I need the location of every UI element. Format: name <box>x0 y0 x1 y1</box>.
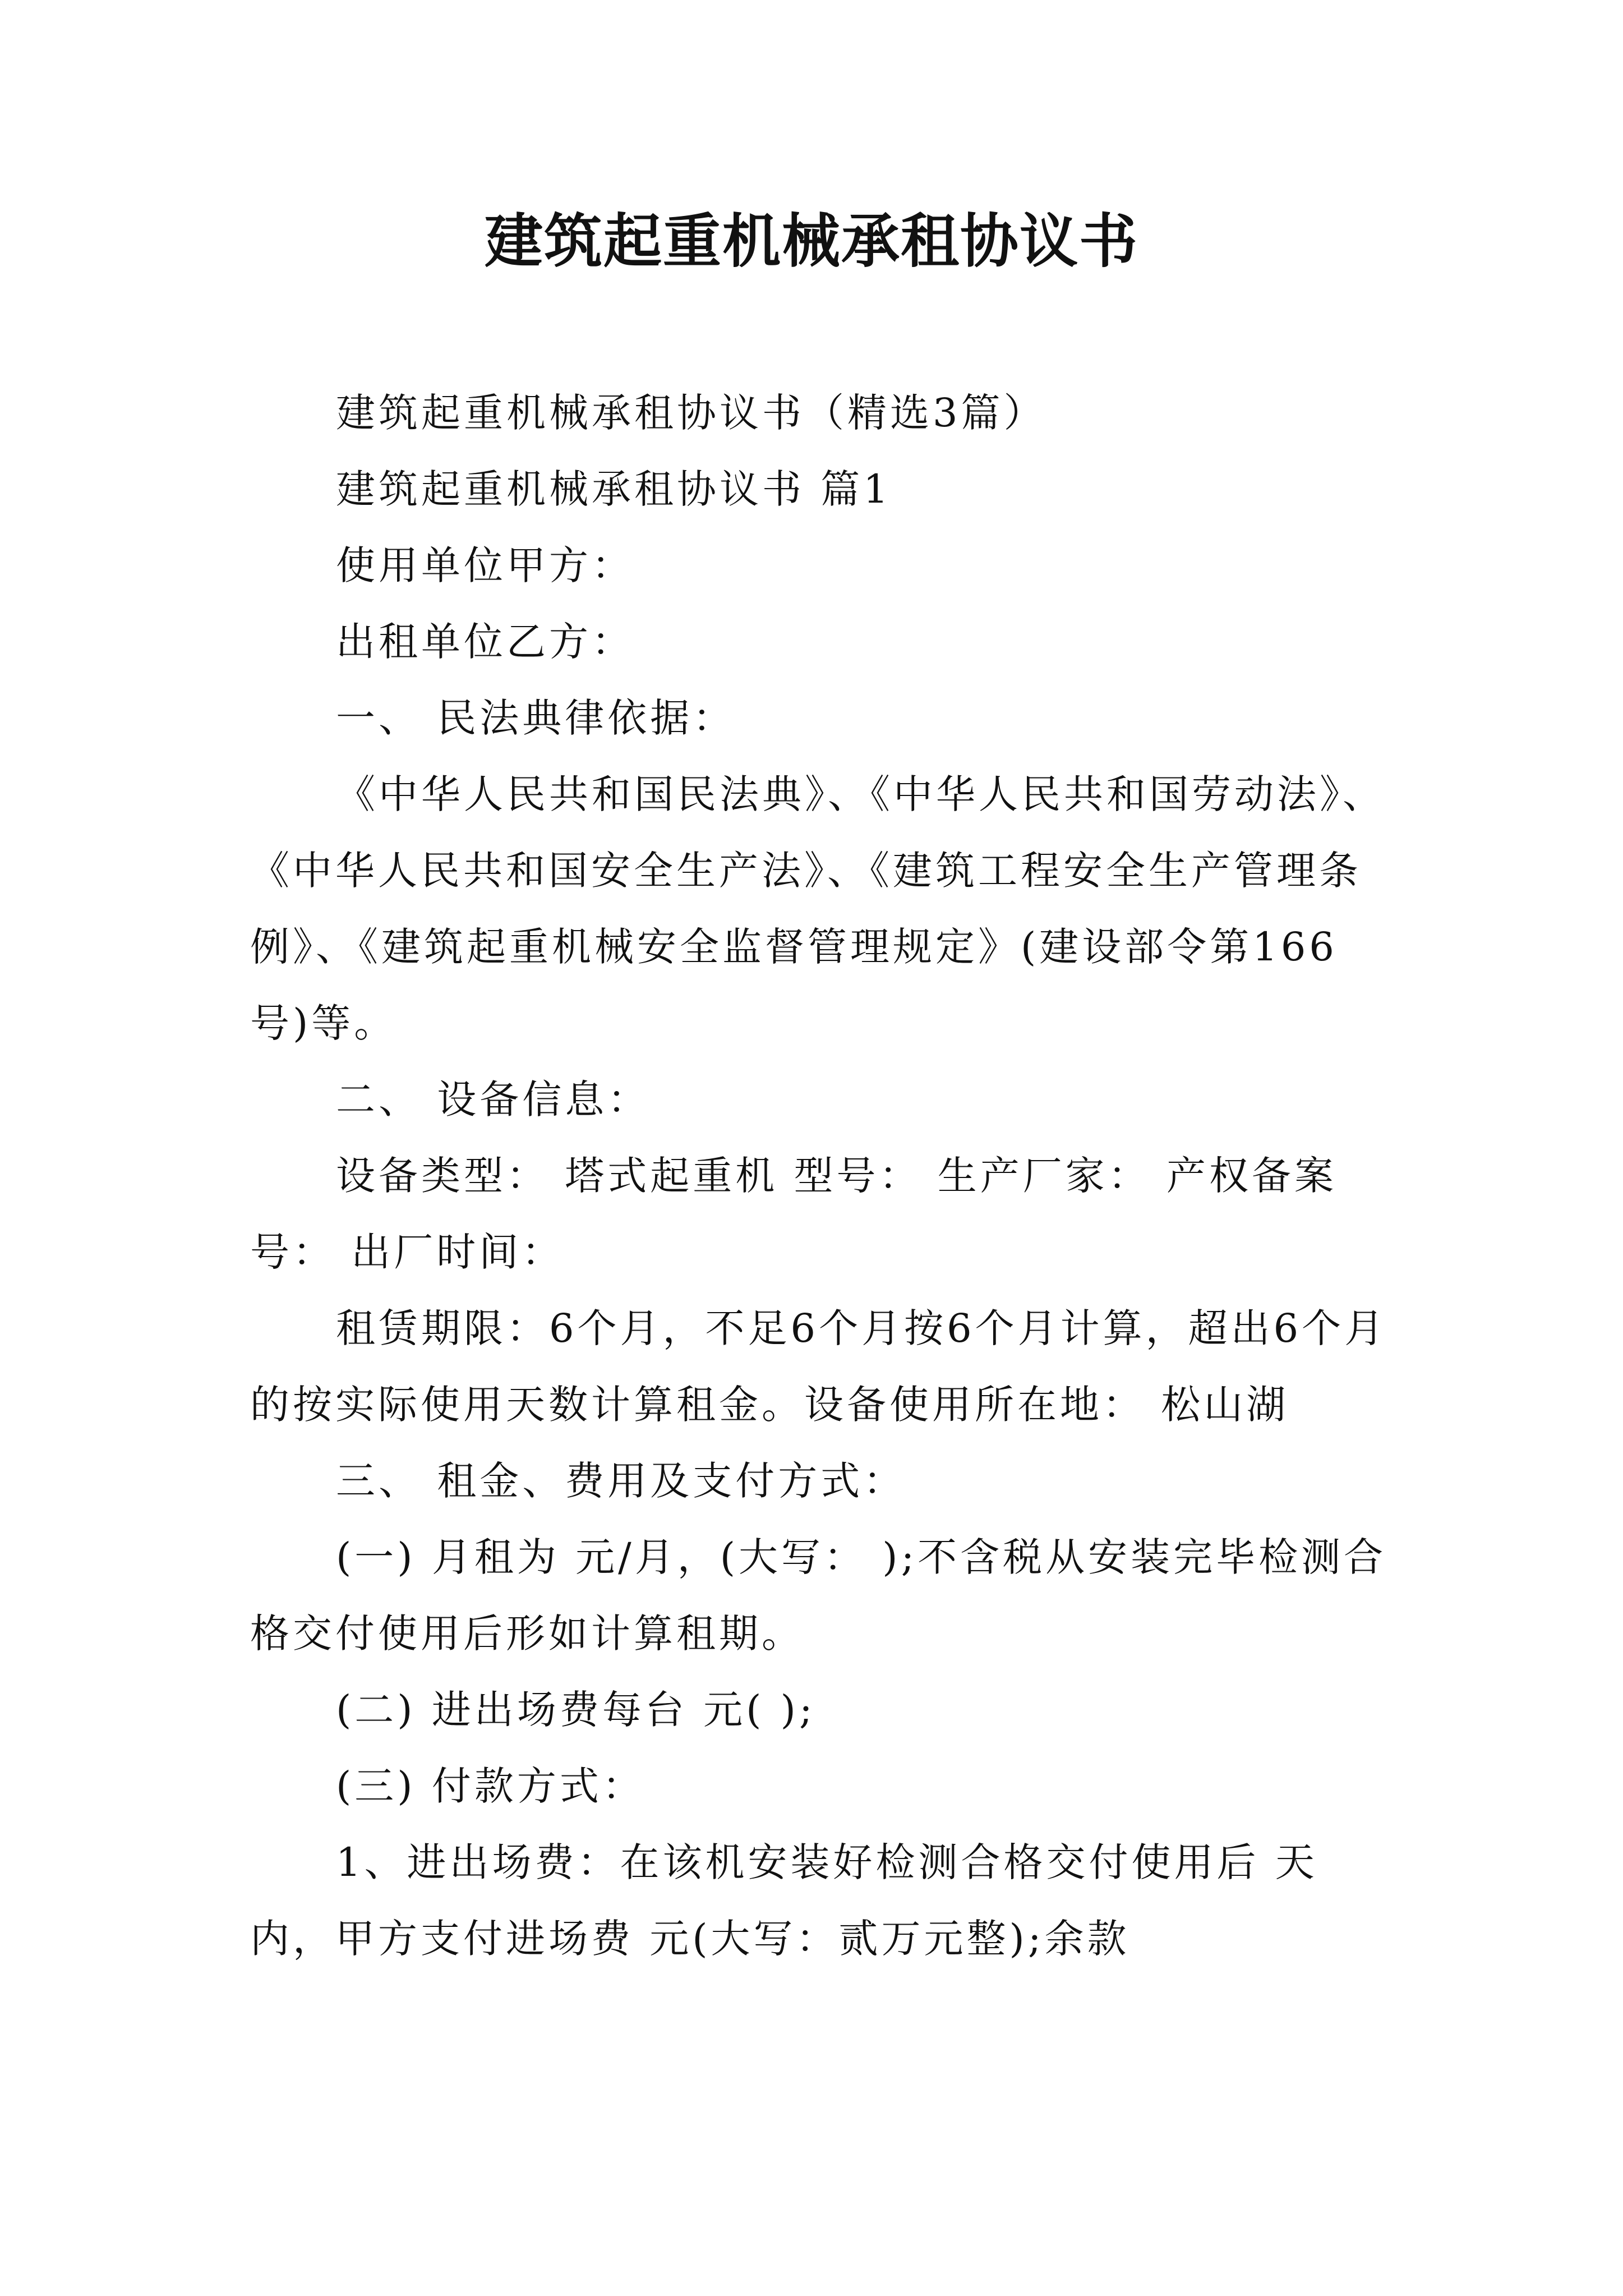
monthly-rent-paragraph: (一) 月租为 元/月，(大写： );不含税从安装完毕检测合格交付使用后形如计算租期。 <box>250 1534 1387 1657</box>
clause-heading-rent: 三、 租金、费用及支付方式： <box>336 1458 906 1504</box>
document-title: 建筑起重机械承租协议书 <box>484 206 1138 275</box>
clause-heading-equipment: 二、 设备信息： <box>336 1076 651 1122</box>
legal-basis-paragraph: 《中华人民共和国民法典》、《中华人民共和国劳动法》、《中华人民共和国安全生产法》、《建筑工程安全生产管理条例》、《建筑起重机械安全监督管理规定》(建设部令第166号)等。 <box>250 771 1385 1046</box>
entry-exit-fee-paragraph: (二) 进出场费每台 元( ); <box>336 1687 816 1733</box>
document-body <box>250 375 1391 1977</box>
section-heading-part-1: 建筑起重机械承租协议书 篇1 <box>336 466 892 512</box>
equipment-info-paragraph: 设备类型： 塔式起重机 型号： 生产厂家： 产权备案号： 出厂时间： <box>250 1153 1338 1275</box>
payment-item-1-paragraph: 1、进出场费：在该机安装好检测合格交付使用后 天内，甲方支付进场费 元(大写：贰万元整);余款 <box>250 1839 1318 1962</box>
subtitle-paragraph: 建筑起重机械承租协议书（精选3篇） <box>336 390 1046 436</box>
payment-method-heading: (三) 付款方式： <box>336 1763 645 1809</box>
party-a-line: 使用单位甲方： <box>336 542 634 588</box>
lease-term-paragraph: 租赁期限：6个月，不足6个月按6个月计算，超出6个月的按实际使用天数计算租金。设备使用所在地： 松山湖 <box>250 1305 1387 1428</box>
clause-heading-legal-basis: 一、 民法典律依据： <box>336 695 736 741</box>
party-b-line: 出租单位乙方： <box>336 619 634 665</box>
